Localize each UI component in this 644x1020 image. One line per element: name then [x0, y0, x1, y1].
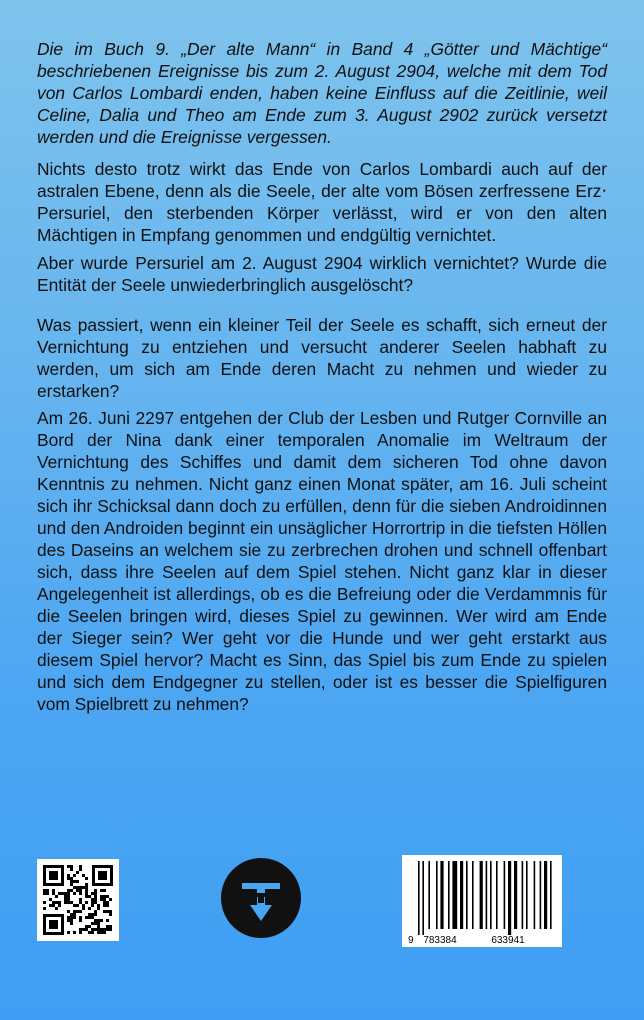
publisher-logo-icon — [220, 857, 302, 939]
blurb-paragraph-2: Nichts desto trotz wirkt das Ende von Carlos Lombardi auch auf der astralen Ebene, denn als die Seele, der alte vom Bösen zerfressene Erz‧Persuriel, den sterbenden Körper verlässt, wird er von den alten Mächtigen in Empfang genommen und endgültig vernichtet. — [37, 159, 607, 245]
isbn-barcode — [402, 855, 562, 947]
blurb-paragraph-4: Was passiert, wenn ein kleiner Teil der Seele es schafft, sich erneut der Vernichtung zu entziehen und versucht anderer Seelen habhaft zu werden, um sich am Ende deren Macht zu nehmen und wieder zu erstarken? — [37, 315, 607, 401]
barcode-group-right: 633941 — [491, 935, 525, 946]
blurb-paragraph-5: Am 26. Juni 2297 entgehen der Club der Lesben und Rutger Cornville an Bord der Nina dank einer temporalen Anomalie im Weltraum der Vernichtung des Schiffes und damit dem sicheren Tod ohne davon Kenntnis zu nehmen. Nicht ganz einen Monat später, am 16. Juli scheint sich ihr Schicksal dann doch zu erfüllen, denn für die sieben Androidinnen und den Androiden beginnt ein unsäglicher Horrortrip in die tiefsten Höllen des Daseins an welchem sie zu zerbrechen drohen und schnell offenbart sich, dass ihre Seelen auf dem Spiel stehen. Nicht ganz klar in dieser Angelegenheit ist allerdings, ob es die Befreiung oder die Verdammnis für die Seelen bringen wird, dieses Spiel zu gewinnen. Wer wird am Ende der Sieger sein? Wer geht vor die Hunde und wer geht erstarkt aus diesem Spiel hervor? Macht es Sinn, das Spiel bis zum Ende zu spielen und sich dem Endgegner zu stellen, oder ist es besser die Spielfiguren vom Spielbrett zu nehmen? — [37, 408, 607, 714]
barcode-digit-first: 9 — [408, 935, 414, 946]
blurb-paragraph-3: Aber wurde Persuriel am 2. August 2904 wirklich vernichtet? Wurde die Entität der Seele unwiederbringlich ausgelöscht? — [37, 253, 607, 295]
barcode-group-left: 783384 — [423, 935, 457, 946]
qr-code-icon — [37, 859, 119, 941]
blurb-paragraph-intro: Die im Buch 9. „Der alte Mann“ in Band 4 „Götter und Mächtige“ beschriebenen Ereignisse bis zum 2. August 2904, welche mit dem Tod von Carlos Lombardi enden, haben keine Einfluss auf die Zeitlinie, weil Celine, Dalia und Theo am Ende zum 3. August 2902 zurück versetzt werden und die Ereignisse vergessen. — [37, 39, 607, 147]
